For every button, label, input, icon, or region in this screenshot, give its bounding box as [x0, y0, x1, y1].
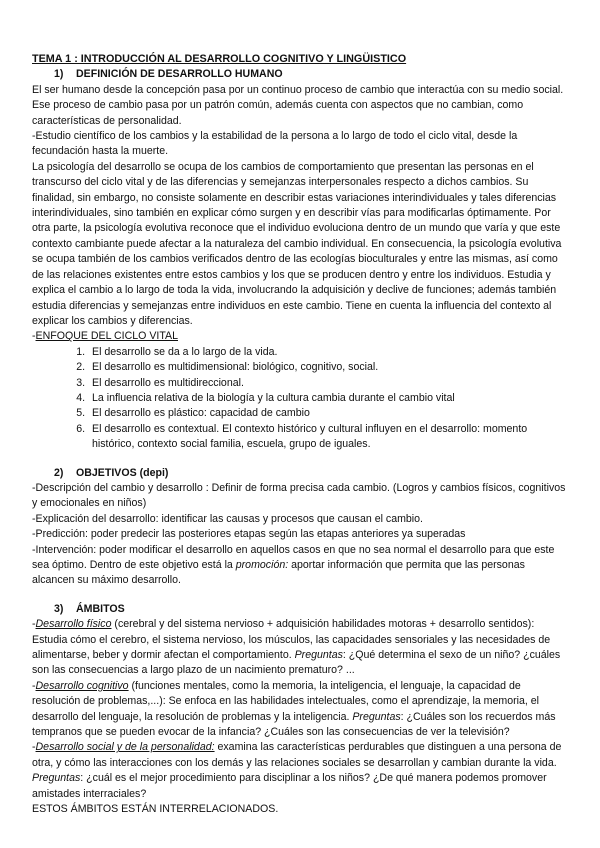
ambito-fisico-text: (cerebral y del sistema nervioso + adquisición habilidades motoras + desarrollo sentidos): Estudia cómo el cerebro, el sistema nervioso, los músculos, las capacidades sensoriales y las necesidades de alimentarse, beber y dormir afectan el comportamiento.	[32, 618, 551, 662]
list-item: 2. El desarrollo es multidimensional: biológico, cognitivo, social.	[88, 360, 570, 375]
ambito-cognitivo-label: Desarrollo cognitivo	[35, 679, 129, 692]
ambito-social-label: Desarrollo social y de la personalidad:	[35, 741, 215, 754]
ambito-social-preguntas-label: Preguntas	[32, 772, 81, 785]
section-2-heading	[54, 466, 570, 481]
ciclo-vital-list	[32, 345, 570, 453]
section-3-heading	[54, 602, 570, 617]
ambito-cognitivo-text: (funciones mentales, como la memoria, la inteligencia, el lenguaje, la capacidad de resolución de problemas,...): Se enfoca en las habilidades intelectuales, como el aprendizaje, la memoria, el desarrollo del lenguaje, la resolución de problemas y la inteligencia.	[32, 679, 540, 723]
section-1-paragraph-1: El ser humano desde la concepción pasa por un continuo proceso de cambio que interactúa con su medio social. Ese proceso de cambio pasa por un patrón común, además cuenta con aspectos que no cambian, como características de personalidad.	[32, 83, 564, 127]
ambito-fisico	[32, 617, 570, 679]
ambito-fisico-preguntas: : ¿Qué determina el sexo de un niño? ¿cuáles son las consecuencias a largo plazo de un nacimiento prematuro? ...	[32, 649, 561, 677]
ambito-cognitivo	[32, 679, 570, 741]
ambito-social-preguntas: : ¿cuál es el mejor procedimiento para disciplinar a los niños? ¿De qué manera podemos promover amistades interraciales?	[32, 772, 547, 800]
closing-statement: ESTOS ÁMBITOS ESTÁN INTERRELACIONADOS.	[32, 803, 279, 816]
section-2-paragraph-4	[32, 543, 570, 589]
list-item: 4. La influencia relativa de la biología y la cultura cambia durante el cambio vital	[88, 391, 570, 406]
enfoque-heading	[32, 329, 570, 344]
enfoque-dash: -	[32, 330, 36, 343]
list-item: 5. El desarrollo es plástico: capacidad de cambio	[88, 406, 570, 421]
section-1-title: DEFINICIÓN DE DESARROLLO HUMANO	[76, 68, 283, 81]
list-item: 1. El desarrollo se da a lo largo de la vida.	[88, 345, 570, 360]
ambito-cognitivo-preguntas-label: Preguntas	[352, 710, 401, 723]
section-3-title: ÁMBITOS	[76, 602, 125, 615]
intervencion-text: -Intervención: poder modificar el desarrollo en aquellos casos en que no sea normal el desarrollo para que este sea óptimo. Dentro de este objetivo está la	[32, 543, 555, 571]
promocion-term: promoción:	[235, 559, 289, 571]
enfoque-label: ENFOQUE DEL CICLO VITAL	[35, 330, 178, 343]
ambito-fisico-dash: -	[32, 618, 36, 631]
ambito-cognitivo-dash: -	[32, 679, 36, 692]
section-2-title: OBJETIVOS (depi)	[76, 466, 169, 479]
ambito-social-dash: -	[32, 741, 36, 754]
section-1-paragraph-2: -Estudio científico de los cambios y la estabilidad de la persona a lo largo de todo el ciclo vital, desde la fecundación hasta la muerte.	[32, 130, 518, 158]
ambito-fisico-preguntas-label: Preguntas	[294, 649, 343, 662]
promocion-text: aportar información que permita que las personas alcancen su máximo desarrollo.	[32, 559, 525, 587]
list-item: 6. El desarrollo es contextual. El contexto histórico y cultural influyen en el desarrollo: momento histórico, contexto social familia, escuela, grupo de iguales.	[88, 422, 570, 453]
section-3-number: 3)	[54, 602, 64, 615]
ambito-social-text: examina las características perdurables que distinguen a una persona de otra, y cómo las interacciones con los demás y las relaciones sociales se desarrollan y cambian durante la vida.	[32, 741, 562, 769]
document-title: TEMA 1 : INTRODUCCIÓN AL DESARROLLO COGNITIVO Y LINGÜISTICO	[32, 53, 407, 65]
section-2-paragraph-2: -Explicación del desarrollo: identificar las causas y procesos que causan el cambio.	[32, 512, 423, 525]
list-item: 3. El desarrollo es multidireccional.	[88, 376, 570, 391]
ambito-fisico-label: Desarrollo físico	[35, 618, 112, 631]
section-1-heading	[54, 67, 570, 82]
section-1-paragraph-3: La psicología del desarrollo se ocupa de los cambios de comportamiento que presentan las personas en el transcurso del ciclo vital y de las diferencias y semejanzas interpersonales respecto a dichos cambios. Su finalidad, sin embargo, no consiste solamente en describir estas variaciones interindividuales y tales diferencias interindividuales, sino también en explicar cómo surgen y en describir vías para modificarlas óptimamente. Por otra parte, la psicología evolutiva reconoce que el individuo evoluciona dentro de un mundo que varía y que este contexto cambiante puede afectar a la naturaleza del cambio individual. En consecuencia, la psicología evolutiva se ocupa también de los cambios verificados dentro de las ecologías bioculturales y entre las mismas, así como de las relaciones existentes entre estos cambios y los que se producen dentro y entre los individuos. Estudia y explica el cambio a lo largo de toda la vida, involucrando la adquisición y declive de funciones; además también estudia diferencias y semejanzas entre individuos en este cambio. Tiene en cuenta la influencia del contexto al explicar los cambios y diferencias.	[32, 160, 562, 327]
section-2-paragraph-3: -Predicción: poder predecir las posteriores etapas según las etapas anteriores ya superadas	[32, 528, 466, 541]
ambito-cognitivo-preguntas: : ¿Cuáles son los recuerdos más tempranos que se pueden evocar de la infancia? ¿Cuáles son las consecuencias de ver la televisión?	[32, 710, 556, 739]
section-2-paragraph-1: -Descripción del cambio y desarrollo : Definir de forma precisa cada cambio. (Logros y cambios físicos, cognitivos y emocionales en niños)	[32, 481, 566, 510]
ambito-social	[32, 740, 570, 802]
section-1-number: 1)	[54, 68, 64, 81]
section-2-number: 2)	[54, 466, 64, 479]
